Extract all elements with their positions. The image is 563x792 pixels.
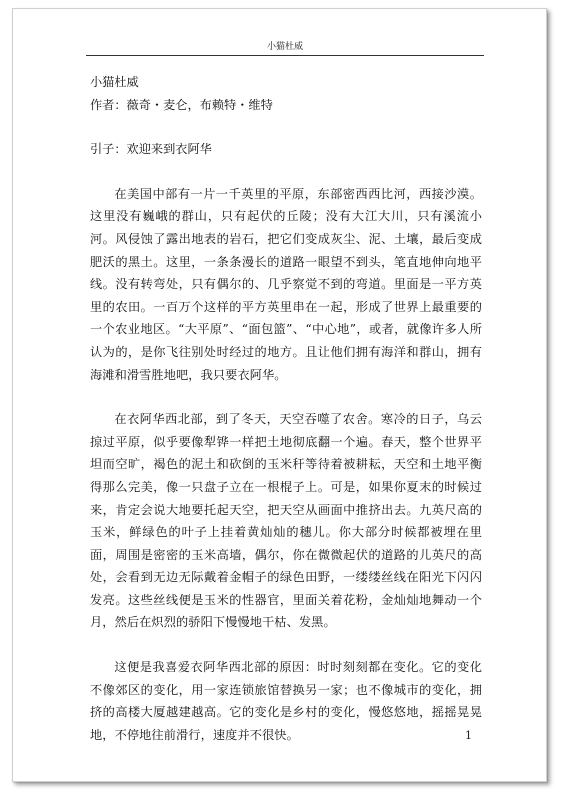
- paragraph-1: 在美国中部有一片一千英里的平原，东部密西西比河，西接沙漠。这里没有巍峨的群山，只有起伏的丘陵；没有大江大川，只有溪流小河。风侵蚀了露出地表的岩石，把它们变成灰尘、泥、土壤，最后变成肥沃的黑土。这里，一条条漫长的道路一眼望不到头，笔直地伸向地平线。没有转弯处，只有偶尔的、几乎察觉不到的弯道。里面是一平方英里的农田。一百万个这样的平方英里串在一起，形成了世界上最重要的一个农业地区。“大平原”、“面包篮”、“中心地”，或者，就像许多人所认为的，是你飞往别处时经过的地方。且让他们拥有海洋和群山，拥有海滩和滑雪胜地吧，我只要衣阿华。: [90, 186, 482, 382]
- running-header: 小猫杜威: [266, 42, 303, 52]
- spacer: [90, 634, 482, 656]
- document-body: [90, 71, 482, 746]
- author-line: 作者：薇奇・麦仑，布赖特・维特: [90, 97, 273, 112]
- header-rule: [86, 55, 484, 56]
- document-title: 小猫杜威: [90, 75, 139, 89]
- intro-heading: 引子：欢迎来到衣阿华: [90, 142, 212, 157]
- paragraph-2: 在衣阿华西北部，到了冬天，天空吞噬了农舍。寒冷的日子，乌云掠过平原，似乎要像犁铧一样把土地彻底翻一个遍。春天，整个世界平坦而空旷，褐色的泥土和砍倒的玉米秆等待着被耕耘，天空和土地平衡得那么完美，像一只盘子立在一根棍子上。可是，如果你夏末的时候过来，肯定会说大地要托起天空，把天空从画面中推挤出去。九英尺高的玉米，鲜绿色的叶子上挂着黄灿灿的穗儿。你大部分时候都被埋在里面，周围是密密的玉米高墙，偶尔，你在微微起伏的道路的儿英尺的高处，会看到无边无际戴着金帽子的绿色田野，一缕缕丝线在阳光下闪闪发亮。这些丝线便是玉米的性器官，里面关着花粉，金灿灿地舞动一个月，然后在炽烈的骄阳下慢慢地干枯、发黑。: [90, 412, 482, 630]
- page-number: 1: [465, 729, 472, 742]
- paragraph-3: 这便是我喜爱衣阿华西北部的原因：时时刻刻都在变化。它的变化不像郊区的变化，用一家连锁旅馆替换另一家；也不像城市的变化，拥挤的高楼大厦越建越高。它的变化是乡村的变化，慢悠悠地，摇摇晃晃地，不停地往前滑行，速度并不很快。: [90, 660, 482, 742]
- spacer: [90, 116, 482, 138]
- spacer: [90, 386, 482, 408]
- document-page: [12, 8, 547, 782]
- spacer: [90, 161, 482, 183]
